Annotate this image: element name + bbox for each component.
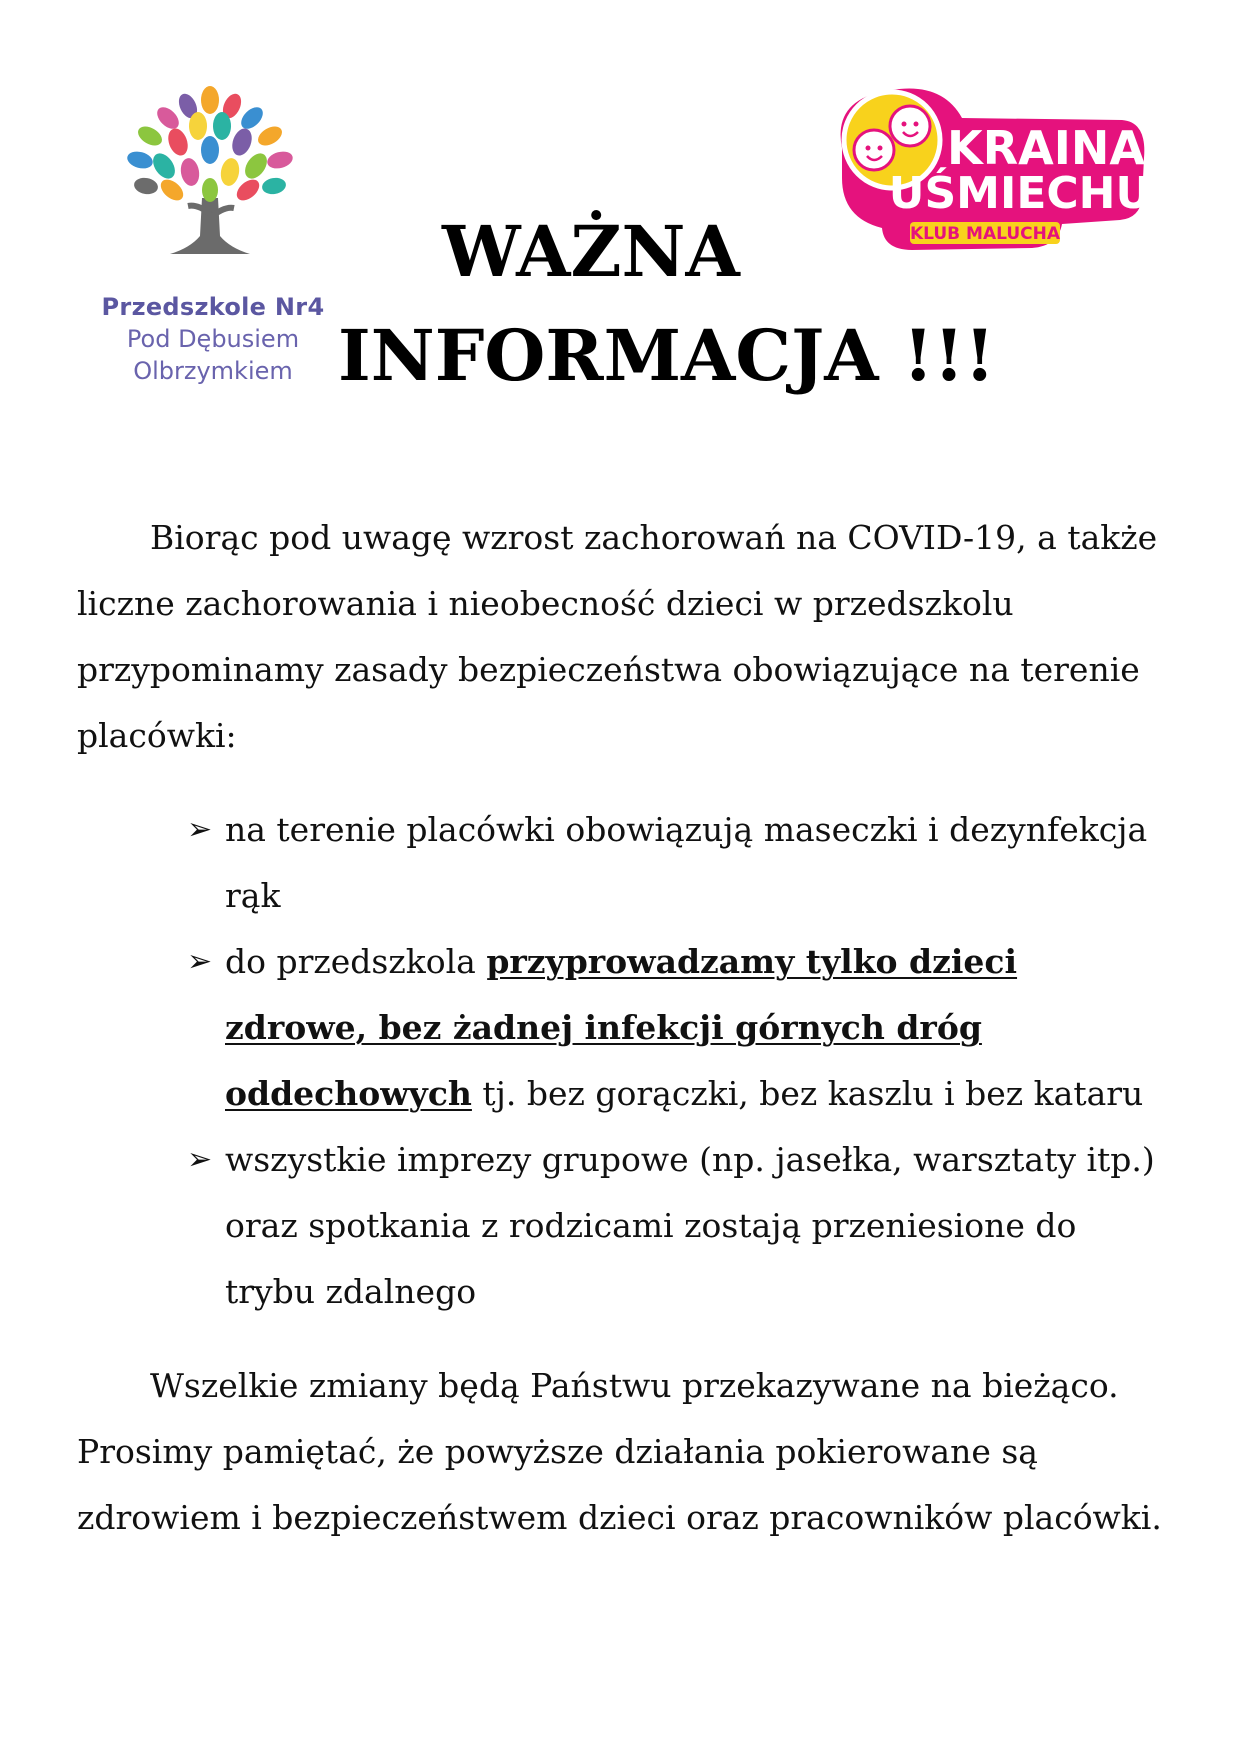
rule-text: do przedszkola (225, 942, 487, 981)
list-item (77, 1127, 1167, 1325)
list-item (77, 797, 1167, 929)
tree-icon (110, 86, 310, 266)
intro-paragraph: Biorąc pod uwagę wzrost zachorowań na COVID-19, a także liczne zachorowania i nieobecność dzieci w przedszkolu przypominamy zasady bezpieczeństwa obowiązujące na terenie placówki: (77, 518, 1158, 755)
rule-text-tail: tj. bez gorączki, bez kaszlu i bez kataru (471, 1074, 1144, 1113)
rule-text: wszystkie imprezy grupowe (np. jasełka, warsztaty itp.) oraz spotkania z rodzicami zostają przeniesione do trybu zdalnego (225, 1140, 1155, 1311)
preschool-name: Przedszkole Nr4 (101, 293, 325, 321)
title-line2: INFORMACJA !!! (338, 314, 996, 397)
rule-text: na terenie placówki obowiązują maseczki i dezynfekcja rąk (225, 810, 1148, 915)
spacer (77, 1325, 1167, 1353)
rule-emphasis: przyprowadzamy tylko dzieci zdrowe, bez żadnej infekcji górnych dróg oddechowych (225, 942, 1018, 1113)
spacer (77, 769, 1167, 797)
preschool-subtitle-line1: Pod Dębusiem (126, 325, 300, 353)
list-item (77, 929, 1167, 1127)
page-title (300, 200, 1000, 408)
klub-malucha-text: KLUB MALUCHA (909, 224, 1061, 244)
closing-paragraph: Wszelkie zmiany będą Państwu przekazywane na bieżąco. Prosimy pamiętać, że powyższe działania pokierowane są zdrowiem i bezpieczeństwem dzieci oraz pracowników placówki. (77, 1366, 1162, 1537)
usmiechu-text: UŚMIECHU (888, 168, 1152, 219)
preschool-subtitle-line2: Olbrzymkiem (133, 357, 293, 385)
title-line1: WAŻNA (442, 210, 740, 293)
arrow-bullet-icon: ➢ (187, 1142, 213, 1177)
notice-body (77, 505, 1167, 1551)
arrow-bullet-icon: ➢ (187, 812, 213, 847)
kraina-text: KRAINA (947, 121, 1145, 175)
arrow-bullet-icon: ➢ (187, 944, 213, 979)
rules-list (77, 797, 1167, 1325)
